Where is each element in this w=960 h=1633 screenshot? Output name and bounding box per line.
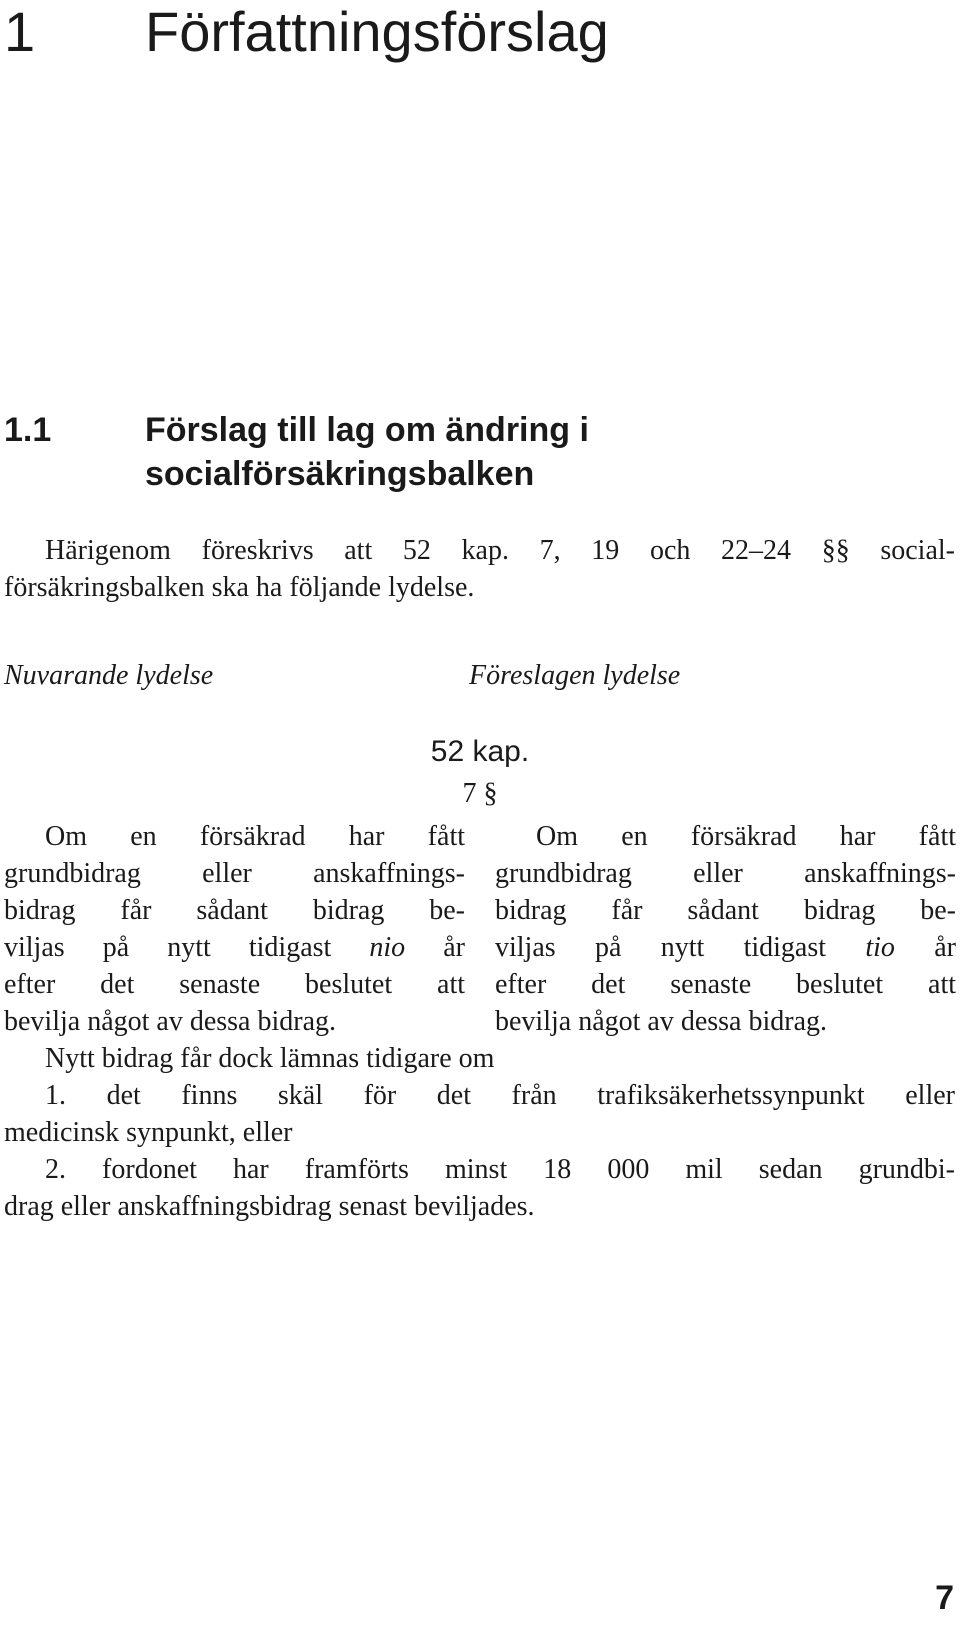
body-line: 1. det finns skäl för det från trafiksäkerhetssynpunkt eller	[45, 1080, 955, 1111]
proposed-line: Om en försäkrad har fått	[536, 821, 956, 852]
current-line: Om en försäkrad har fått	[45, 821, 465, 852]
proposed-line-part: viljas på nytt tidigast	[495, 932, 866, 963]
proposed-wording-column	[495, 818, 956, 1040]
body-line: Nytt bidrag får dock lämnas tidigare om	[45, 1043, 495, 1074]
intro-line1	[45, 532, 955, 569]
current-line: grundbidrag eller anskaffnings-	[4, 858, 465, 889]
heading2-title	[145, 408, 589, 496]
body-line: 2. fordonet har framförts minst 18 000 mil sedan grundbi-	[45, 1154, 955, 1185]
chapter-heading: 52 kap.	[430, 735, 530, 768]
proposed-line: bevilja något av dessa bidrag.	[495, 1006, 828, 1037]
current-line: bidrag får sådant bidrag be-	[4, 895, 465, 926]
heading2-title-line1: Förslag till lag om ändring i	[145, 411, 589, 449]
current-line-part: viljas på nytt tidigast	[4, 932, 370, 963]
section-body	[4, 1040, 955, 1225]
proposed-line: efter det senaste beslutet att	[495, 969, 956, 1000]
proposed-emphasis: tio	[865, 932, 895, 963]
section-heading: 7 §	[462, 778, 498, 809]
proposed-line: grundbidrag eller anskaffnings-	[495, 858, 956, 889]
current-line-part: år	[405, 932, 465, 963]
body-line: drag eller anskaffningsbidrag senast beviljades.	[4, 1191, 535, 1222]
proposed-line-part: år	[894, 932, 956, 963]
heading1-title: Författningsförslag	[145, 0, 609, 63]
current-line: efter det senaste beslutet att	[4, 969, 465, 1000]
current-wording-column	[4, 818, 465, 1040]
heading2-number: 1.1	[4, 411, 52, 449]
current-wording-heading: Nuvarande lydelse	[4, 660, 214, 691]
current-emphasis: nio	[369, 932, 406, 963]
proposed-wording-heading: Föreslagen lydelse	[469, 660, 681, 691]
current-line-with-emphasis	[4, 929, 465, 966]
proposed-line-with-emphasis	[495, 929, 956, 966]
proposed-line: bidrag får sådant bidrag be-	[495, 895, 956, 926]
intro-line1-text: Härigenom föreskrivs att 52 kap. 7, 19 och 22–24 §§ social-	[45, 535, 955, 566]
page-number: 7	[935, 1579, 954, 1617]
current-line: bevilja något av dessa bidrag.	[4, 1006, 337, 1037]
heading1-number: 1	[4, 0, 36, 63]
intro-line2: försäkringsbalken ska ha följande lydelse.	[4, 572, 475, 603]
body-line: medicinsk synpunkt, eller	[4, 1117, 293, 1148]
heading2-title-line2: socialförsäkringsbalken	[145, 455, 535, 493]
